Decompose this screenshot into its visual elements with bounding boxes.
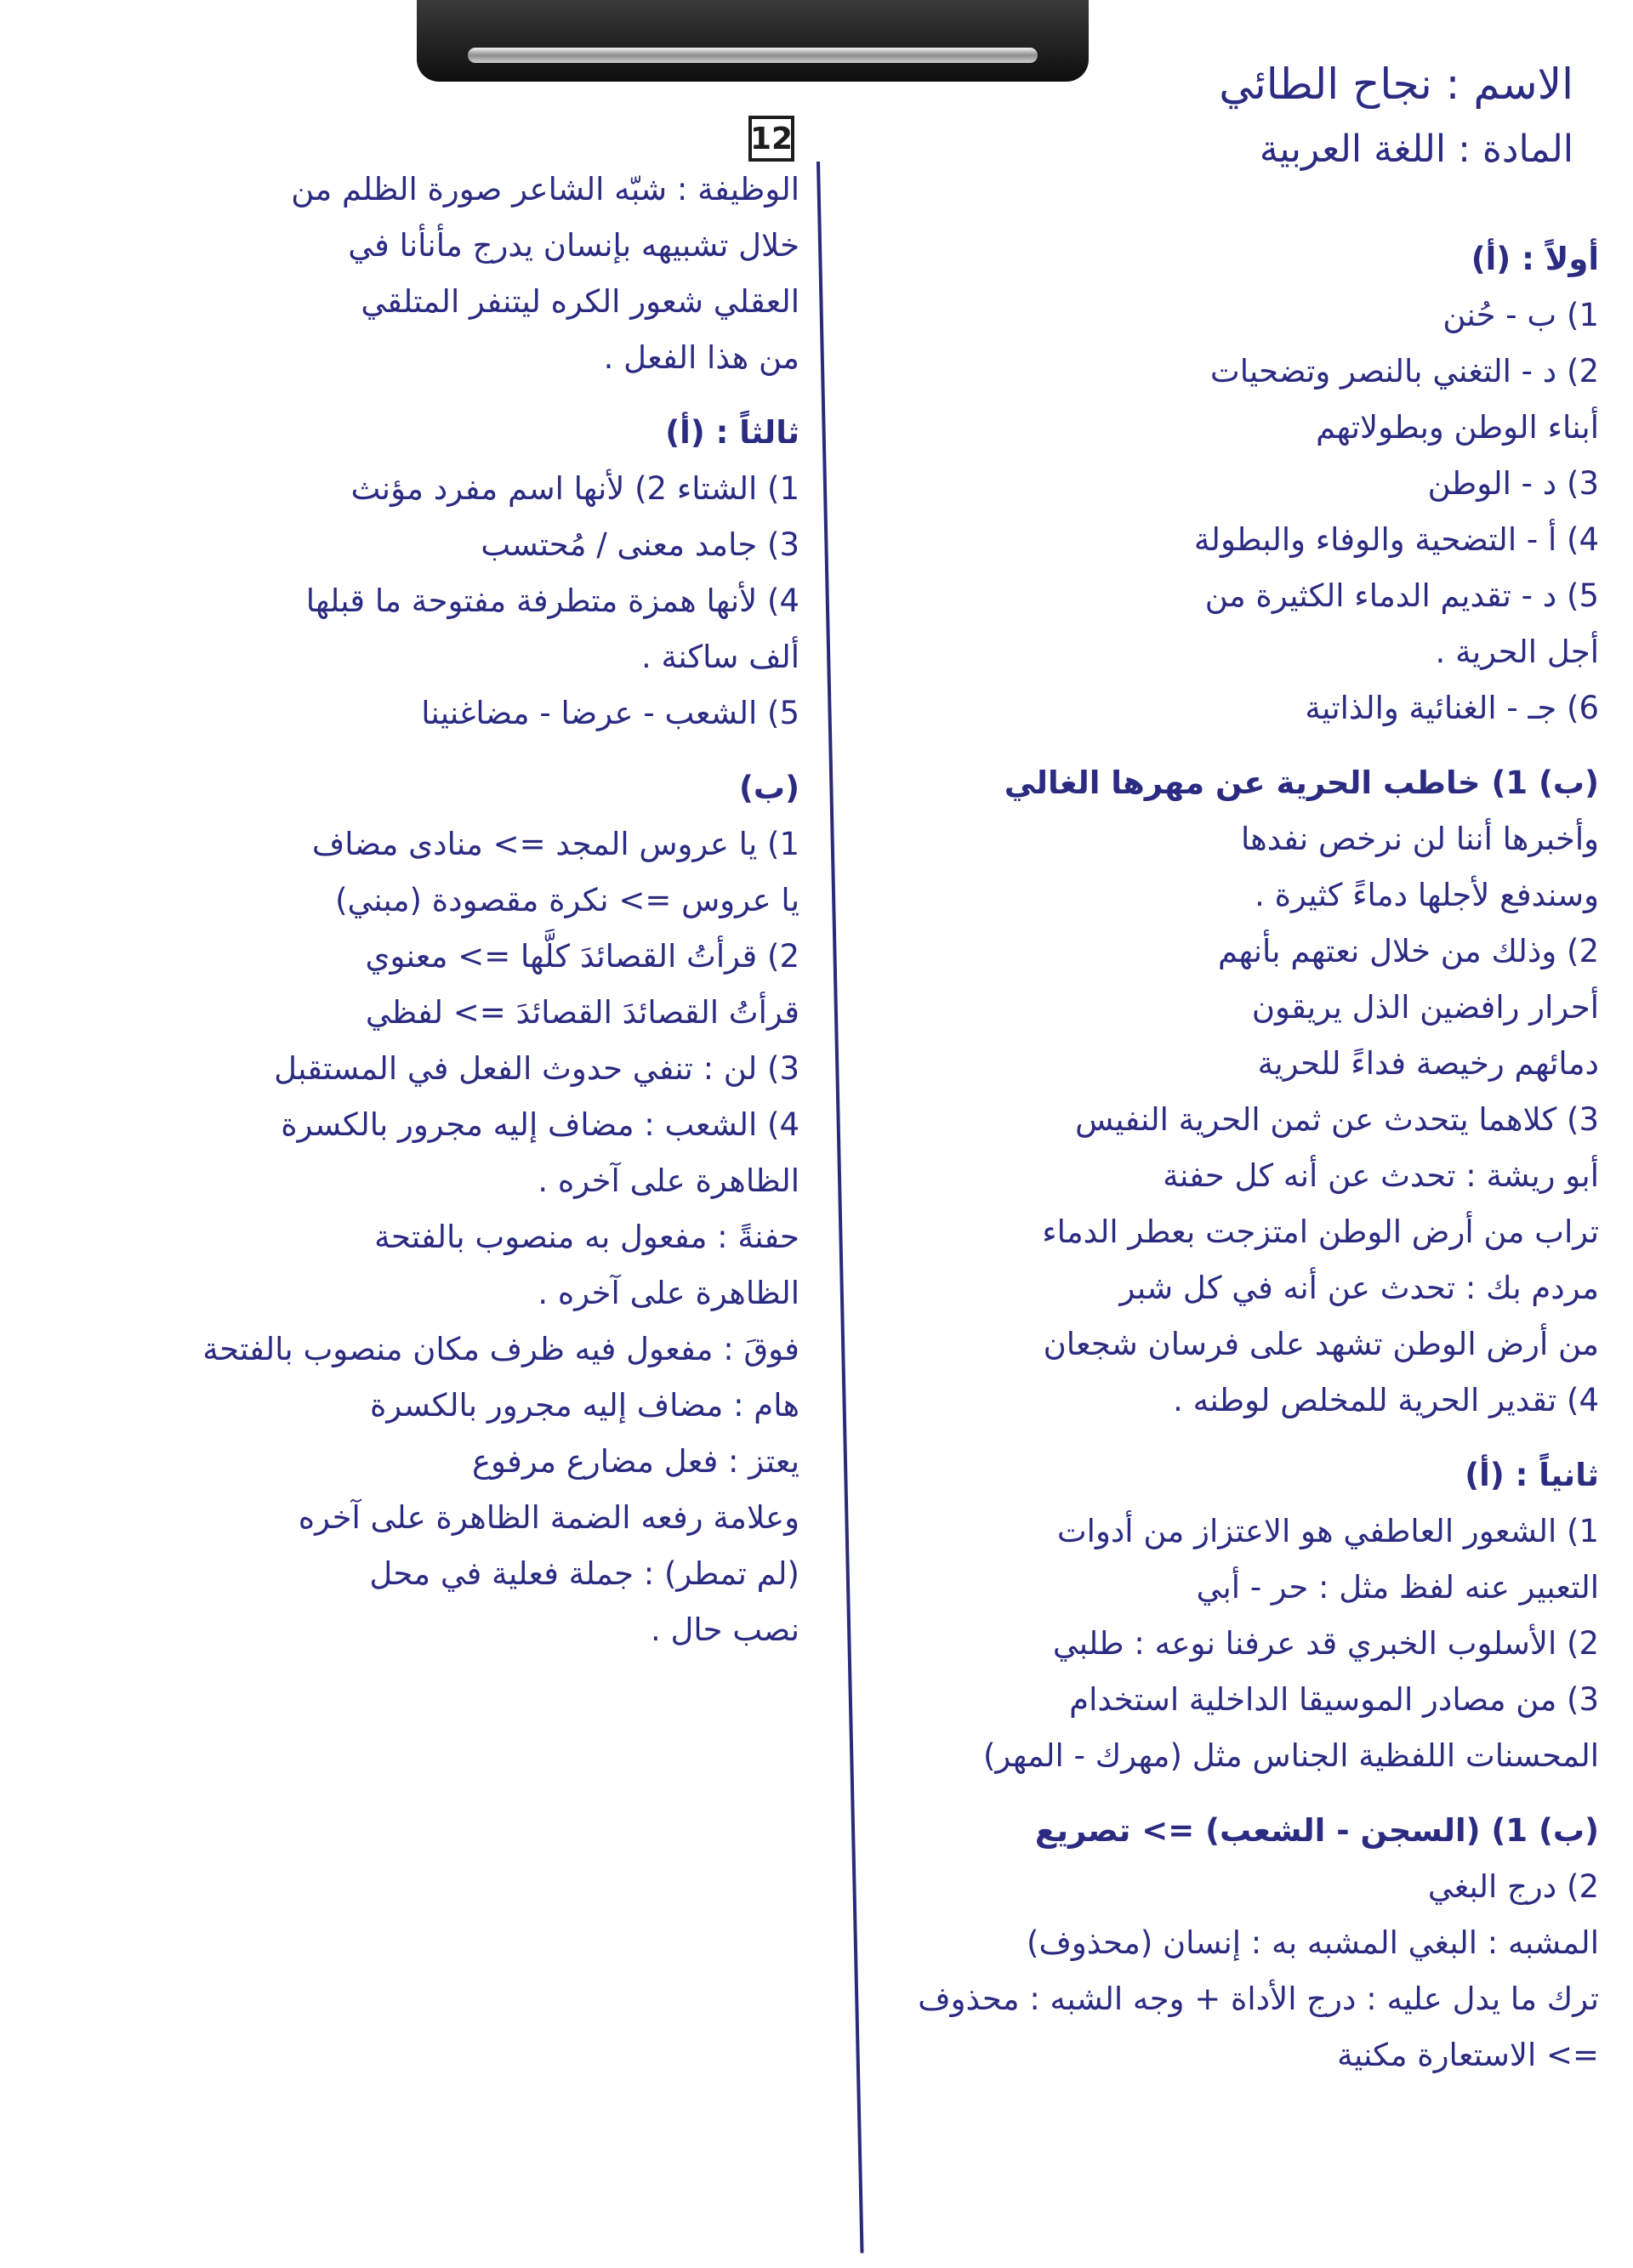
answer-line: أجل الحرية . — [1435, 634, 1599, 670]
answer-line: من هذا الفعل . — [603, 339, 799, 376]
answer-line: 4) الشعب : مضاف إليه مجرور بالكسرة — [281, 1106, 799, 1143]
answer-line: خلال تشبيهه بإنسان يدرج مأنأنا في — [348, 227, 799, 264]
answer-line: 3) كلاهما يتحدث عن ثمن الحرية النفيس — [1075, 1101, 1599, 1138]
section-heading: ثالثاً : (أ) — [665, 414, 799, 451]
answer-line: => الاستعارة مكنية — [1337, 2037, 1599, 2073]
answer-line: 4) تقدير الحرية للمخلص لوطنه . — [1173, 1382, 1599, 1418]
answer-line: يا عروس => نكرة مقصودة (مبني) — [335, 882, 799, 918]
answer-line: 1) يا عروس المجد => منادى مضاف — [311, 826, 799, 862]
answer-line: 2) الأسلوب الخبري قد عرفنا نوعه : طلبي — [1052, 1625, 1599, 1662]
student-name: الاسم : نجاح الطائي — [1219, 60, 1573, 109]
answer-line: الوظيفة : شبّه الشاعر صورة الظلم من — [291, 171, 799, 207]
answer-line: 2) وذلك من خلال نعتهم بأنهم — [1218, 933, 1599, 969]
answer-line: التعبير عنه لفظ مثل : حر - أبي — [1196, 1569, 1599, 1606]
answer-line: ألف ساكنة . — [640, 639, 799, 675]
answer-line: 5) د - تقديم الدماء الكثيرة من — [1204, 577, 1599, 614]
answer-line: تراب من أرض الوطن امتزجت بعطر الدماء — [1042, 1214, 1599, 1250]
answer-line: قرأتُ القصائدَ القصائدَ => لفظي — [365, 994, 799, 1031]
clipboard-bar — [468, 48, 1038, 63]
answer-line: يعتز : فعل مضارع مرفوع — [471, 1443, 799, 1480]
answer-line: نصب حال . — [650, 1611, 799, 1648]
answer-line: العقلي شعور الكره ليتنفر المتلقي — [361, 283, 799, 320]
answer-line: 2) قرأتُ القصائدَ كلَّها => معنوي — [365, 938, 799, 975]
answer-line: الظاهرة على آخره . — [538, 1275, 799, 1311]
subject-line: المادة : اللغة العربية — [1259, 128, 1573, 171]
answer-line: 2) د - التغني بالنصر وتضحيات — [1209, 353, 1599, 389]
answer-line: (لم تمطر) : جملة فعلية في محل — [369, 1555, 799, 1592]
answer-line: وسندفع لأجلها دماءً كثيرة . — [1255, 877, 1599, 913]
section-heading: (ب) — [738, 770, 799, 806]
answer-line: 2) درج البغي — [1427, 1868, 1599, 1905]
answer-line: 5) الشعب - عرضا - مضاغنينا — [421, 695, 799, 731]
right-column — [842, 213, 1599, 2083]
answer-line: ترك ما يدل عليه : درج الأداة + وجه الشبه : محذوف — [918, 1981, 1599, 2017]
answer-line: أبناء الوطن وبطولاتهم — [1316, 409, 1599, 446]
answer-line: 3) لن : تنفي حدوث الفعل في المستقبل — [274, 1050, 799, 1087]
answer-line: 1) الشتاء 2) لأنها اسم مفرد مؤنث — [350, 470, 799, 507]
section-heading: (ب) 1) (السجن - الشعب) => تصريع — [1034, 1812, 1599, 1849]
section-heading: ثانياً : (أ) — [1465, 1457, 1599, 1493]
left-column — [43, 162, 799, 1658]
answer-line: 3) جامد معنى / مُحتسب — [481, 526, 799, 563]
answer-line: وعلامة رفعه الضمة الظاهرة على آخره — [298, 1499, 799, 1536]
answer-line: دمائهم رخيصة فداءً للحرية — [1257, 1045, 1599, 1082]
clipboard-clip — [417, 0, 1089, 82]
page-number: 12 — [748, 116, 794, 162]
answer-line: الظاهرة على آخره . — [538, 1162, 799, 1199]
answer-line: حفنةً : مفعول به منصوب بالفتحة — [374, 1219, 799, 1255]
answer-line: 4) أ - التضحية والوفاء والبطولة — [1193, 521, 1599, 558]
answer-line: 6) جـ - الغنائية والذاتية — [1305, 690, 1599, 726]
answer-line: 1) الشعور العاطفي هو الاعتزاز من أدوات — [1056, 1513, 1599, 1549]
answer-line: 4) لأنها همزة متطرفة مفتوحة ما قبلها — [305, 583, 799, 619]
answer-line: وأخبرها أننا لن نرخص نفدها — [1240, 821, 1599, 857]
answer-line: من أرض الوطن تشهد على فرسان شجعان — [1043, 1326, 1599, 1362]
answer-line: أبو ريشة : تحدث عن أنه كل حفنة — [1163, 1157, 1599, 1194]
answer-line: فوقَ : مفعول فيه ظرف مكان منصوب بالفتحة — [202, 1331, 799, 1367]
answer-line: 1) ب - حُنن — [1442, 297, 1599, 333]
answer-line: 3) من مصادر الموسيقا الداخلية استخدام — [1069, 1681, 1599, 1718]
answer-line: المحسنات اللفظية الجناس مثل (مهرك - المهر) — [982, 1737, 1599, 1774]
answer-line: أحرار رافضين الذل يريقون — [1251, 989, 1599, 1026]
answer-line: المشبه : البغي المشبه به : إنسان (محذوف) — [1027, 1924, 1599, 1961]
section-heading: أولاً : (أ) — [1471, 241, 1599, 277]
section-heading: (ب) 1) خاطب الحرية عن مهرها الغالي — [1004, 765, 1599, 801]
answer-line: هام : مضاف إليه مجرور بالكسرة — [370, 1387, 799, 1424]
answer-line: 3) د - الوطن — [1427, 465, 1599, 502]
answer-line: مردم بك : تحدث عن أنه في كل شبر — [1119, 1270, 1599, 1306]
